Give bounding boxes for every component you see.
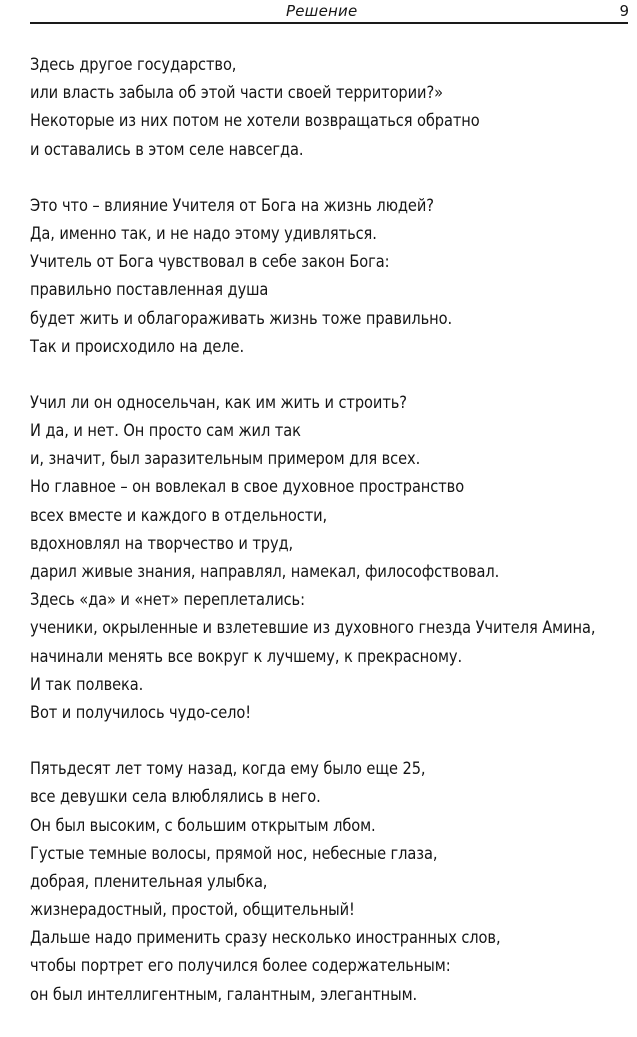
text-line: Некоторые из них потом не хотели возвращаться обратно (30, 111, 480, 132)
text-line: Учил ли он односельчан, как им жить и строить? (30, 392, 407, 413)
text-line: Вот и получилось чудо-село! (30, 702, 252, 723)
text-line: дарил живые знания, направлял, намекал, философствовал. (30, 562, 500, 582)
header-rule (30, 22, 628, 24)
text-line: Он был высоким, с большим открытым лбом. (30, 815, 376, 836)
text-line: и, значит, был заразительным примером для всех. (30, 449, 421, 470)
text-line: И так полвека. (30, 674, 144, 695)
text-line: всех вместе и каждого в отдельности, (30, 505, 328, 526)
paragraph (30, 192, 630, 361)
text-line: правильно поставленная душа (30, 280, 269, 301)
running-title: Решение (286, 2, 358, 20)
paragraph (30, 51, 630, 164)
paragraph (30, 389, 630, 727)
text-line: Но главное – он вовлекал в свое духовное пространство (30, 477, 465, 498)
text-line: добрая, пленительная улыбка, (30, 871, 268, 892)
text-line: он был интеллигентным, галантным, элегантным. (30, 984, 418, 1005)
text-line: Дальше надо применить сразу несколько иностранных слов, (30, 928, 501, 949)
text-line: ученики, окрыленные и взлетевшие из духовного гнезда Учителя Амина, (30, 618, 596, 639)
body-text (30, 51, 630, 1037)
page-header (0, 0, 637, 26)
text-line: жизнерадостный, простой, общительный! (30, 900, 355, 921)
text-line: Здесь другое государство, (30, 55, 237, 75)
text-line: все девушки села влюблялись в него. (30, 787, 321, 808)
text-line: вдохновлял на творчество и труд, (30, 533, 294, 554)
text-line: Густые темные волосы, прямой нос, небесные глаза, (30, 843, 438, 864)
text-line: и оставались в этом селе навсегда. (30, 139, 304, 160)
text-line: чтобы портрет его получился более содержательным: (30, 956, 451, 977)
text-line: будет жить и облагораживать жизнь тоже правильно. (30, 308, 453, 329)
text-line: Это что – влияние Учителя от Бога на жизнь людей? (30, 195, 434, 216)
page-number: 9 (619, 2, 629, 20)
text-line: Здесь «да» и «нет» переплетались: (30, 590, 305, 611)
text-line: начинали менять все вокруг к лучшему, к прекрасному. (30, 646, 463, 667)
text-line: И да, и нет. Он просто сам жил так (30, 421, 301, 442)
paragraph (30, 755, 630, 1009)
text-line: Да, именно так, и не надо этому удивляться. (30, 223, 377, 244)
text-line: Учитель от Бога чувствовал в себе закон Бога: (30, 252, 390, 273)
text-line: Пятьдесят лет тому назад, когда ему было еще 25, (30, 759, 426, 780)
text-line: Так и происходило на деле. (30, 336, 245, 357)
text-line: или власть забыла об этой части своей территории?» (30, 83, 443, 104)
